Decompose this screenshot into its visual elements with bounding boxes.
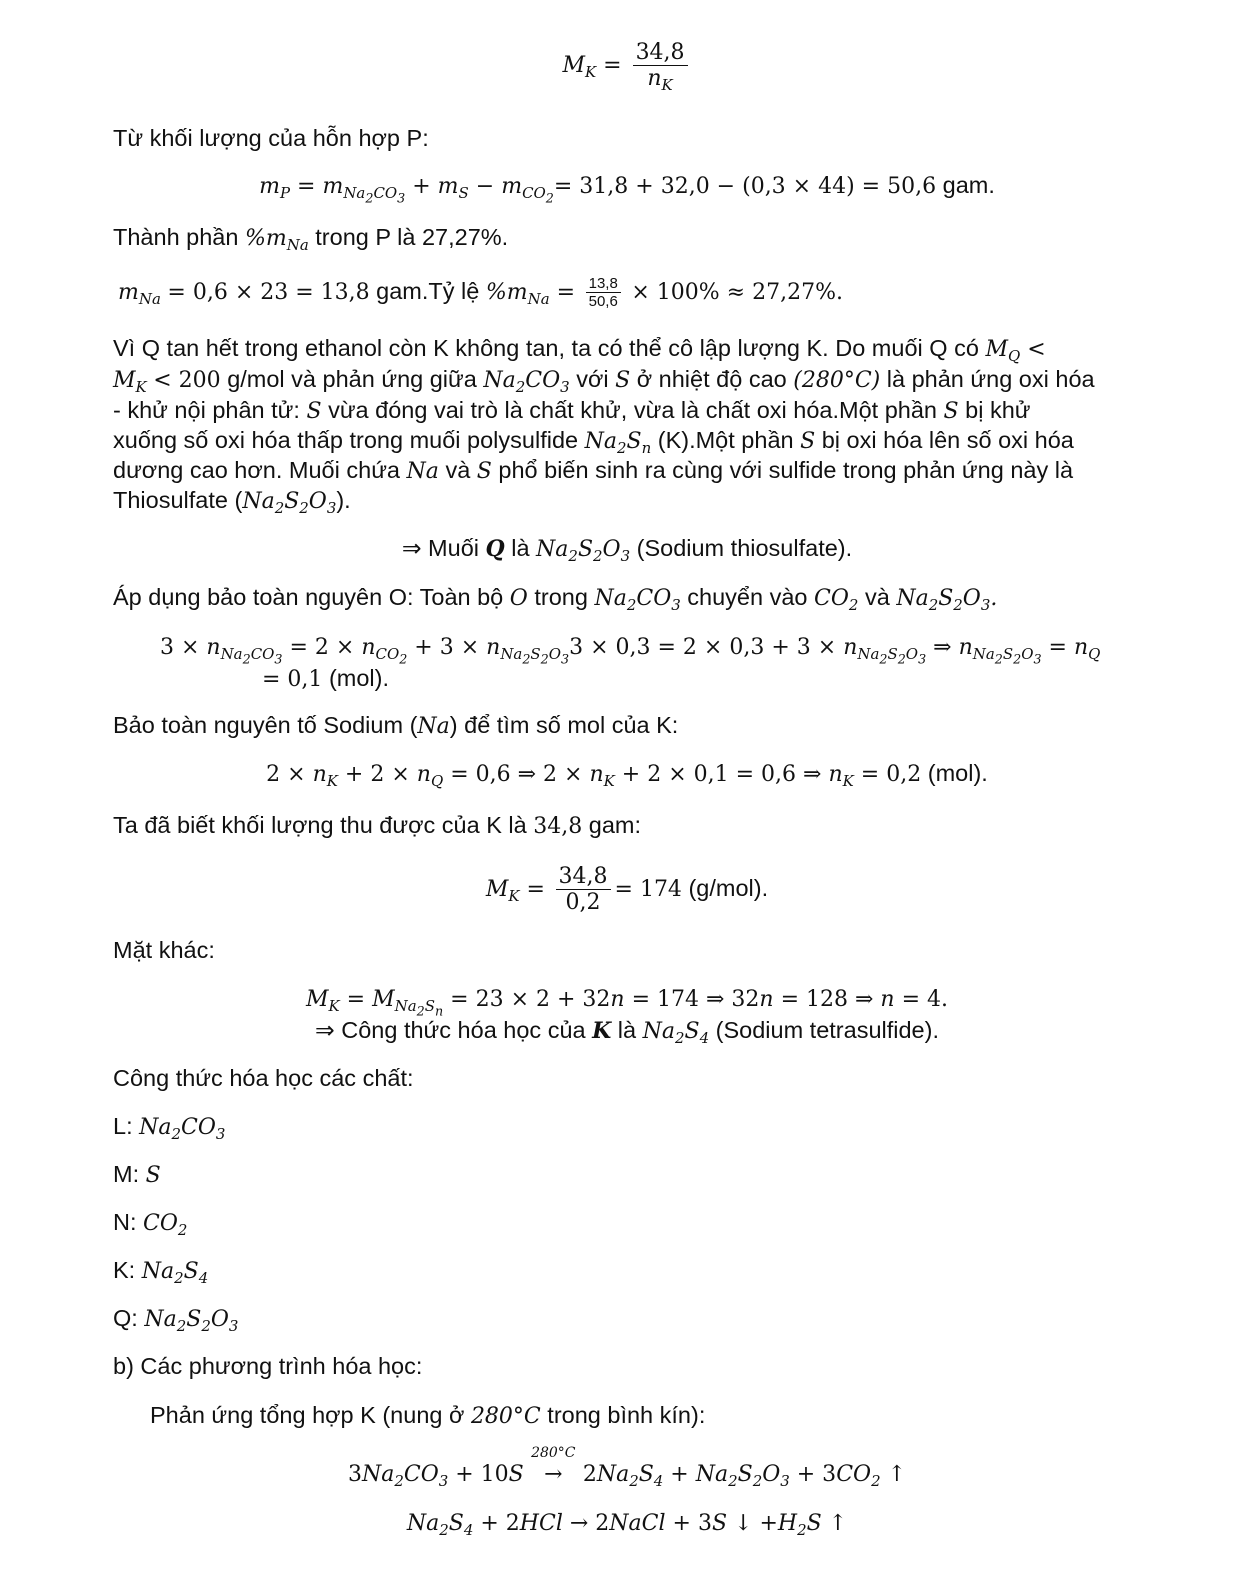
mna-rhs: = 0,6 × 23 = 13,8: [167, 280, 370, 305]
para1-text-3b: vừa đóng vai trò là chất khử, vừa là chất oxi hóa.Một phần: [328, 397, 937, 423]
na-text-a: Bảo toàn nguyên tố Sodium (: [113, 712, 418, 738]
na-eq-unit: (mol).: [927, 760, 988, 786]
mk-unit: (g/mol).: [688, 875, 769, 901]
list-label-M: M:: [113, 1161, 140, 1187]
list-item-N: N: $CO_2$: [113, 1209, 188, 1240]
o-text-b: trong: [534, 584, 588, 610]
mk-den: 0,2: [565, 890, 601, 916]
mp-equation: $m_P = m_{Na_2CO_3} + m_S - m_{CO_2}= 31,8 + 32,0 - (0,3 \times 44) = 50,6$ gam.: [259, 172, 995, 206]
sodium-equation: $2 \times n_K + 2 \times n_Q = 0,6$ ⇒ $2 \times n_K + 2 \times 0,1 = 0,6$ ⇒ $n_K = 0,2$ (mol).: [266, 760, 988, 791]
q-text-b: là: [511, 535, 530, 561]
para1-text-5a: dương cao hơn. Muối chứa: [113, 457, 400, 483]
list-label-L: L:: [113, 1113, 133, 1139]
q-text-a: ⇒ Muối: [401, 535, 479, 561]
na-text-b: ) để tìm số mol của K:: [449, 712, 679, 738]
para1-text-2e: (280°C): [793, 368, 881, 393]
mk-fraction-top: $M_K$ = $\frac{34,8}{n_K}$: [0, 40, 1254, 92]
para1-text-2b: g/mol và phản ứng giữa: [227, 366, 477, 392]
q-text-c: (Sodium thiosulfate).: [636, 535, 853, 561]
mp-rhs: = 31,8 + 32,0 − (0,3 × 44) = 50,6: [553, 174, 937, 199]
list-item-L: L: $Na_2CO_3$: [113, 1113, 226, 1144]
o-text-d: và: [864, 584, 890, 610]
oxygen-equation-line2: [262, 663, 389, 695]
mk-calc: $M_K$ = $\frac{34,8}{0,2}$ = 174 (g/mol).: [485, 864, 769, 916]
list-title: Công thức hóa học các chất:: [113, 1065, 414, 1091]
oxygen-equation-line1: $3 \times n_{Na_2CO_3} = 2 \times n_{CO_2} + 3 \times n_{Na_2S_2O_3}3 \times 0,3 = 2 \times 0,3 + 3 \times n_{Na_2S_2O_3}$ ⇒ $n_{Na_2S_2O_3} = n_Q$: [160, 635, 1101, 667]
para1-text-2c: với: [576, 366, 609, 392]
para1-line5: dương cao hơn. Muối chứa Na và S phổ biến sinh ra cùng với sulfide trong phản ứng này là: [113, 457, 1074, 484]
ratio-num: 13,8: [586, 275, 621, 293]
o2-unit: (mol).: [328, 665, 389, 691]
para1-line2: $M_K < 200$ g/mol và phản ứng giữa $Na_2CO_3$ với S ở nhiệt độ cao (280°C) là phản ứng oxi hóa: [113, 366, 1095, 397]
para1-line3: - khử nội phân tử: S vừa đóng vai trò là chất khử, vừa là chất oxi hóa.Một phần S bị khử: [113, 397, 1031, 424]
synth-text-b: trong bình kín):: [547, 1402, 706, 1428]
list-item-M: M: S: [113, 1161, 161, 1188]
na-percent-statement: Thành phần $\%m_{Na}$ trong P là 27,27%.: [113, 224, 509, 255]
k-mass-value: 34,8: [533, 814, 583, 839]
na-percent-text-b: trong P là 27,27%.: [315, 224, 509, 250]
oxygen-conservation: Áp dụng bảo toàn nguyên O: Toàn bộ O trong $Na_2CO_3$ chuyển vào $CO_2$ và $Na_2S_2O_3$.: [113, 584, 998, 615]
kf-text-b: là: [617, 1017, 637, 1043]
k-formula-conclusion: ⇒ Công thức hóa học của K là $Na_2S_4$ (Sodium tetrasulfide).: [315, 1017, 939, 1048]
mp-unit: gam.: [942, 172, 995, 198]
list-label-Q: Q:: [113, 1305, 138, 1331]
ratio-result: × 100% ≈ 27,27%.: [631, 280, 843, 305]
para1-text-4b: (K).Một phần: [657, 427, 794, 453]
para1-text-2d: ở nhiệt độ cao: [636, 366, 787, 392]
reaction-condition: 280°C: [531, 1445, 576, 1461]
list-item-Q: Q: $Na_2S_2O_3$: [113, 1305, 239, 1336]
salt-q-conclusion: ⇒ Muối Q là $Na_2S_2O_3$ (Sodium thiosulfate).: [401, 535, 853, 566]
para1-text-2a: < 200: [153, 368, 221, 393]
o2-tail: = 0,1: [262, 667, 323, 692]
na-percent-text-a: Thành phần: [113, 224, 239, 250]
para1-line1: Vì Q tan hết trong ethanol còn K không tan, ta có thể cô lập lượng K. Do muối Q có $M_Q$ <: [113, 335, 1046, 366]
mat-khac: Mặt khác:: [113, 937, 215, 963]
para1-text-4a: xuống số oxi hóa thấp trong muối polysulfide: [113, 427, 579, 453]
list-item-K: K: $Na_2S_4$: [113, 1257, 209, 1288]
k-mass-text: Ta đã biết khối lượng thu được của K là: [113, 812, 527, 838]
synth-text-a: Phản ứng tổng hợp K (nung ở: [150, 1402, 465, 1428]
k-mass-statement: [113, 810, 641, 842]
reaction-1: $3Na_2CO_3 + 10S$ 280°C → $2Na_2S_4 + Na_2S_2O_3 + 3CO_2$ ↑: [0, 1458, 1254, 1490]
para1-text-4c: bị oxi hóa lên số oxi hóa: [821, 427, 1074, 453]
mna-ratio-text: gam.Tỷ lệ: [376, 278, 480, 304]
mk-top-num: 34,8: [633, 40, 688, 66]
k-mass-unit: gam:: [588, 812, 642, 838]
o-text-a: Áp dụng bảo toàn nguyên O: Toàn bộ: [113, 584, 504, 610]
sodium-conservation: Bảo toàn nguyên tố Sodium (Na) để tìm số mol của K:: [113, 712, 679, 739]
o-text-c: chuyển vào: [687, 584, 808, 610]
para1-text-5c: phổ biến sinh ra cùng với sulfide trong phản ứng này là: [498, 457, 1074, 483]
para1-text-6a: Thiosulfate (: [113, 487, 243, 513]
para1-text-2f: là phản ứng oxi hóa: [886, 366, 1095, 392]
para1-text-1a: Vì Q tan hết trong ethanol còn K không tan, ta có thể cô lập lượng K. Do muối Q có: [113, 335, 979, 361]
reaction-2: $Na_2S_4 + 2HCl$ → 2NaCl + 3S ↓ $+H_2S$ ↑: [406, 1511, 848, 1540]
mk-num: 34,8: [556, 864, 611, 890]
ratio-den: 50,6: [588, 293, 618, 311]
para1-text-6b: ).: [336, 487, 351, 513]
para1-text-3c: bị khử: [965, 397, 1031, 423]
para1-text-3a: - khử nội phân tử:: [113, 397, 300, 423]
para1-line6: Thiosulfate $(Na_2S_2O_3)$.: [113, 487, 351, 518]
kf-text-c: (Sodium tetrasulfide).: [715, 1017, 939, 1043]
n-calc: $M_K = M_{Na_2S_n} = 23 \times 2 + 32n = 174$ ⇒ 32n = 128 ⇒ n = 4.: [305, 987, 949, 1019]
mna-equation: $m_{Na} = 0,6 \times 23 = 13,8$ gam.Tỷ lệ $\%m_{Na}$ = $\frac{13,8}{50,6}$ × 100% ≈ 27,27%.: [118, 275, 843, 311]
list-label-K: K:: [113, 1257, 136, 1283]
mk-result: = 174: [614, 877, 682, 902]
kf-text-a: ⇒ Công thức hóa học của: [315, 1017, 586, 1043]
part-b-heading: b) Các phương trình hóa học:: [113, 1353, 423, 1379]
mixture-p-intro: Từ khối lượng của hỗn hợp P:: [113, 125, 429, 151]
para1-text-5b: và: [445, 457, 471, 483]
para1-line4: xuống số oxi hóa thấp trong muối polysulfide $Na_2S_n$ (K).Một phần S bị oxi hóa lên số oxi hóa: [113, 427, 1074, 458]
list-label-N: N:: [113, 1209, 137, 1235]
synthesis-intro: Phản ứng tổng hợp K (nung ở 280°C trong bình kín):: [150, 1402, 706, 1429]
